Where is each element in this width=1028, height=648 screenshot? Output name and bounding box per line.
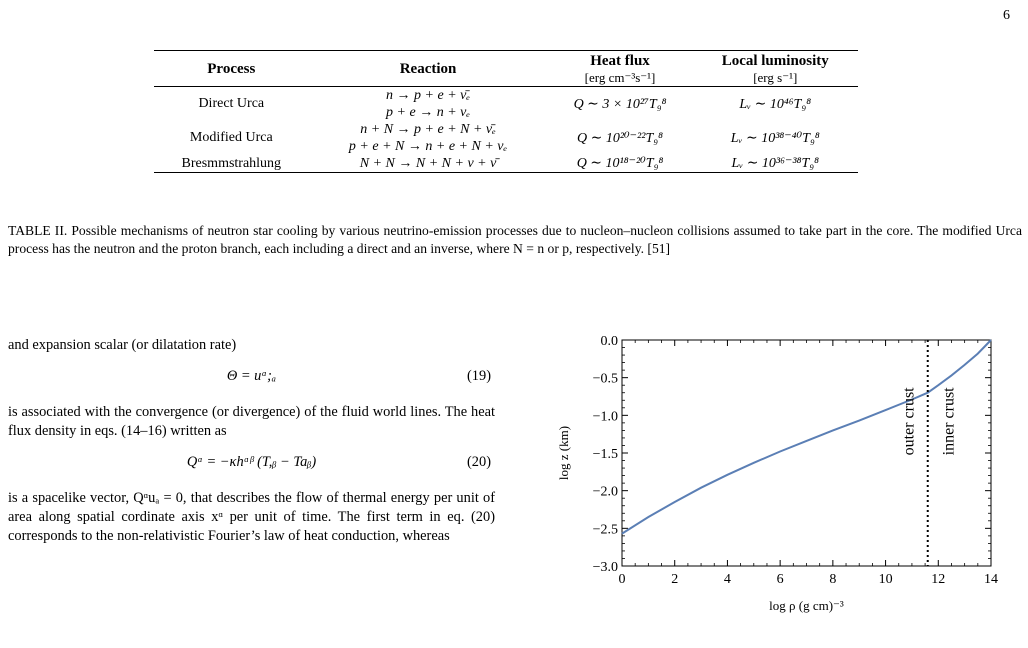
y-tick-label: −2.0: [592, 484, 618, 500]
x-tick-label: 10: [878, 572, 893, 587]
heat-flux-units: [erg cm⁻³s⁻¹]: [584, 70, 656, 85]
header-heat-flux: Heat flux [erg cm⁻³s⁻¹]: [548, 51, 693, 87]
header-reaction: Reaction: [399, 61, 457, 77]
equation-20: Qᵅ = −κhᵅᵝ (T,ᵦ − Taᵦ) (20): [186, 454, 491, 470]
paragraph: is a spacelike vector, Qᵅuₐ = 0, that describes the flow of thermal energy per unit of area along spatial cordinate axis xᵅ per unit of time. The first term in eq. (20) corresponds to the non-relativistic Fourier’s law of heat conduction, whereas: [8, 490, 495, 544]
y-tick-label: −0.5: [592, 371, 618, 387]
row-process: Bresmmstrahlung: [181, 155, 282, 171]
x-tick-label: 12: [931, 572, 946, 587]
row-process: Direct Urca: [198, 96, 265, 111]
row-heat-flux: Q ∼ 10¹⁸⁻²⁰T₉⁸: [576, 156, 664, 171]
luminosity-units: [erg s⁻¹]: [753, 70, 798, 85]
equation-19: Θ = uᵅ;ₐ (19): [226, 368, 491, 384]
x-tick-label: 2: [671, 572, 679, 587]
header-process: Process: [207, 61, 256, 77]
y-axis-label: log z (km): [556, 425, 571, 481]
table-row: [154, 121, 858, 155]
page-number: 6: [1003, 8, 1010, 23]
table-row: [154, 155, 858, 173]
paragraph: is associated with the convergence (or divergence) of the fluid world lines. The heat flux density in eqs. (14–16) written as: [8, 404, 495, 439]
chart-svg: [548, 330, 1008, 630]
row-heat-flux: Q ∼ 10²⁰⁻²²T₉⁸: [577, 130, 663, 146]
y-tick-label: −3.0: [592, 560, 618, 575]
paragraph: and expansion scalar (or dilatation rate): [8, 337, 237, 353]
body-text: [8, 336, 495, 546]
cooling-table: [154, 50, 858, 173]
row-luminosity: Lᵥ ∼ 10⁴⁶T₉⁸: [739, 96, 812, 112]
plot-frame: [622, 340, 991, 566]
row-reaction: n → p + e + ν̄ₑ p + e → n + νₑ: [386, 88, 471, 120]
annotation-inner-crust: inner crust: [940, 387, 958, 456]
row-luminosity: Lᵥ ∼ 10³⁶⁻³⁸T₉⁸: [731, 156, 819, 171]
header-luminosity: Local luminosity [erg s⁻¹]: [693, 51, 859, 87]
row-luminosity: Lᵥ ∼ 10³⁸⁻⁴⁰T₉⁸: [730, 130, 820, 146]
x-tick-label: 4: [723, 572, 731, 587]
row-reaction: n + N → p + e + N + ν̄ₑ p + e + N → n + e + N + νₑ: [348, 122, 508, 154]
table-row: [154, 87, 858, 122]
series-line: [622, 340, 991, 534]
x-tick-label: 14: [984, 572, 998, 587]
equation-number: (19): [467, 368, 491, 384]
x-tick-label: 8: [829, 572, 837, 587]
table-ii: [154, 50, 858, 173]
x-tick-label: 6: [776, 572, 784, 587]
x-axis-label: log ρ (g cm)⁻³: [769, 598, 844, 613]
annotation-outer-crust: outer crust: [900, 387, 918, 456]
row-heat-flux: Q ∼ 3 × 10²⁷T₉⁸: [573, 96, 667, 112]
x-tick-label: 0: [618, 572, 626, 587]
row-reaction: N + N → N + N + ν + ν̄: [359, 156, 497, 171]
y-tick-label: −1.0: [592, 409, 618, 425]
y-tick-label: −1.5: [592, 447, 618, 462]
equation-number: (20): [467, 454, 491, 470]
crust-chart: [548, 330, 1008, 635]
y-tick-label: −2.5: [592, 522, 618, 538]
table-caption: TABLE II. Possible mechanisms of neutron star cooling by various neutrino-emission processes due to nucleon–nucleon collisions assumed to take part in the core. The modified Urca process has the neutron and the proton branch, each including a direct and an inverse, where N = n or p, respectively. [51]: [8, 223, 1022, 256]
y-tick-label: 0.0: [600, 334, 618, 349]
row-process: Modified Urca: [189, 130, 273, 145]
